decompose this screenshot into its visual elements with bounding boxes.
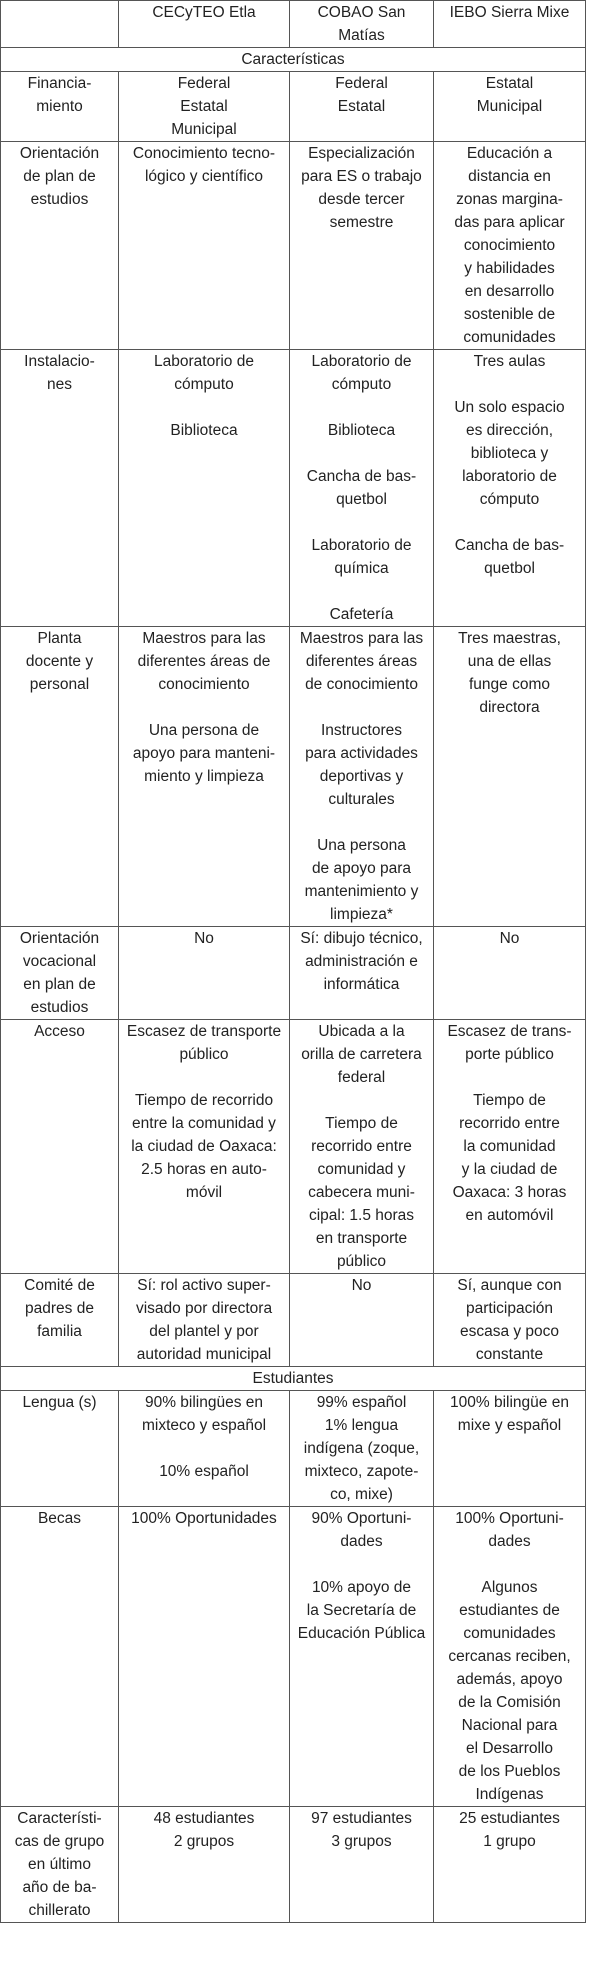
cell-paragraph: Escasez de trans- porte público [447, 1023, 572, 1063]
cell-iebo-sierra-mixe [434, 1274, 586, 1367]
cell-paragraph: Tiempo de recorrido entre la comunidad y la ciudad de Oaxaca: 3 horas en automóvil [452, 1092, 567, 1224]
cell-paragraph: Algunos estudiantes de comunidades cercanas reciben, además, apoyo de la Comisión Nacional para el Desarrollo de los Pueblos Indígenas [448, 1579, 571, 1803]
cell-paragraph: 97 estudiantes 3 grupos [311, 1810, 412, 1850]
cell-cecyteo-etla [119, 1807, 290, 1923]
cell-cecyteo-etla [119, 142, 290, 350]
row-label: Lengua (s) [1, 1391, 119, 1507]
cell-cecyteo-etla [119, 927, 290, 1020]
cell-cecyteo-etla [119, 1020, 290, 1274]
cell-cobao-san-matias [290, 1507, 434, 1807]
cell-paragraph: 10% apoyo de la Secretaría de Educación Pública [297, 1579, 426, 1642]
cell-paragraph: Cancha de bas- quetbol [306, 468, 417, 508]
cell-paragraph: Cafetería [329, 606, 394, 623]
cell-cobao-san-matias [290, 350, 434, 627]
cell-paragraph: Tres aulas [473, 353, 546, 370]
row-instalaciones [1, 350, 586, 627]
cell-cobao-san-matias [290, 1391, 434, 1507]
cell-paragraph: Especialización para ES o trabajo desde tercer semestre [301, 145, 422, 231]
cell-paragraph: 90% Oportuni- dades [311, 1510, 412, 1550]
cell-paragraph: Sí: dibujo técnico, administración e informática [300, 930, 423, 993]
row-comite-padres [1, 1274, 586, 1367]
cell-paragraph: 100% Oportunidades [131, 1510, 277, 1527]
section-row-estudiantes [1, 1367, 586, 1391]
header-iebo-sierra-mixe: IEBO Sierra Mixe [434, 1, 586, 48]
row-label: Planta docente y personal [1, 627, 119, 927]
cell-iebo-sierra-mixe [434, 1507, 586, 1807]
row-becas [1, 1507, 586, 1807]
row-label: Orientación vocacional en plan de estudios [1, 927, 119, 1020]
cell-paragraph: Escasez de transporte público [126, 1023, 282, 1063]
row-label: Orientación de plan de estudios [1, 142, 119, 350]
row-label: Característi- cas de grupo en último año de ba- chillerato [1, 1807, 119, 1923]
cell-cecyteo-etla [119, 72, 290, 142]
cell-paragraph: Un solo espacio es dirección, biblioteca y laboratorio de cómputo [454, 399, 565, 508]
row-label: Becas [1, 1507, 119, 1807]
cell-cobao-san-matias [290, 1274, 434, 1367]
cell-paragraph: Maestros para las diferentes áreas de conocimiento [299, 630, 424, 693]
header-cobao-san-matias: COBAO San Matías [290, 1, 434, 48]
row-orientacion-vocacional [1, 927, 586, 1020]
row-label: Instalacio- nes [1, 350, 119, 627]
cell-cobao-san-matias [290, 627, 434, 927]
cell-paragraph: Laboratorio de cómputo [311, 353, 412, 393]
header-row [1, 1, 586, 48]
row-planta-docente [1, 627, 586, 927]
cell-paragraph: Una persona de apoyo para manteni- miento y limpieza [132, 722, 276, 785]
row-lengua [1, 1391, 586, 1507]
cell-paragraph: 48 estudiantes 2 grupos [153, 1810, 255, 1850]
cell-iebo-sierra-mixe [434, 927, 586, 1020]
cell-cobao-san-matias [290, 1020, 434, 1274]
row-label: Acceso [1, 1020, 119, 1274]
cell-cobao-san-matias [290, 927, 434, 1020]
cell-iebo-sierra-mixe [434, 72, 586, 142]
row-label: Financia- miento [1, 72, 119, 142]
cell-paragraph: Instructores para actividades deportivas y culturales [305, 722, 418, 808]
cell-paragraph: Biblioteca [170, 422, 238, 439]
cell-cobao-san-matias [290, 72, 434, 142]
cell-paragraph: Tres maestras, una de ellas funge como directora [458, 630, 561, 716]
cell-cecyteo-etla [119, 627, 290, 927]
cell-paragraph: 90% bilingües en mixteco y español [141, 1394, 267, 1434]
row-financiamiento [1, 72, 586, 142]
cell-paragraph: Estatal Municipal [476, 75, 543, 115]
row-label: Comité de padres de familia [1, 1274, 119, 1367]
cell-iebo-sierra-mixe [434, 142, 586, 350]
cell-paragraph: Educación a distancia en zonas margina- das para aplicar conocimiento y habilidades en desarrollo sostenible de comunidades [454, 145, 565, 346]
cell-paragraph: Sí: rol activo super- visado por directora del plantel y por autoridad municipal [135, 1277, 273, 1363]
cell-paragraph: No [194, 930, 214, 947]
row-orientacion-plan [1, 142, 586, 350]
section-title-caracteristicas: Características [1, 48, 586, 72]
cell-paragraph: Tiempo de recorrido entre comunidad y cabecera muni- cipal: 1.5 horas en transporte público [308, 1115, 415, 1270]
cell-paragraph: Ubicada a la orilla de carretera federal [301, 1023, 422, 1086]
cell-paragraph: 99% español 1% lengua indígena (zoque, mixteco, zapote- co, mixe) [303, 1394, 420, 1503]
cell-paragraph: Sí, aunque con participación escasa y poco constante [457, 1277, 562, 1363]
cell-paragraph: Laboratorio de cómputo [154, 353, 254, 393]
cell-paragraph: Laboratorio de química [311, 537, 412, 577]
cell-paragraph: Una persona de apoyo para mantenimiento y limpieza* [304, 837, 419, 923]
cell-cecyteo-etla [119, 1507, 290, 1807]
row-acceso [1, 1020, 586, 1274]
header-blank-cell [1, 1, 119, 48]
cell-cobao-san-matias [290, 142, 434, 350]
section-title-estudiantes: Estudiantes [1, 1367, 586, 1391]
header-cecyteo-etla: CECyTEO Etla [119, 1, 290, 48]
cell-paragraph: Cancha de bas- quetbol [454, 537, 565, 577]
cell-paragraph: Biblioteca [327, 422, 396, 439]
cell-paragraph: 100% bilingüe en mixe y español [450, 1394, 569, 1434]
cell-cecyteo-etla [119, 350, 290, 627]
cell-paragraph: Maestros para las diferentes áreas de conocimiento [137, 630, 271, 693]
row-caracteristicas-grupo [1, 1807, 586, 1923]
cell-paragraph: Federal Estatal [335, 75, 388, 115]
cell-paragraph: Federal Estatal Municipal [171, 75, 237, 138]
cell-paragraph: No [499, 930, 520, 947]
cell-iebo-sierra-mixe [434, 350, 586, 627]
cell-paragraph: Conocimiento tecno- lógico y científico [132, 145, 276, 185]
cell-paragraph: No [351, 1277, 372, 1294]
cell-iebo-sierra-mixe [434, 1391, 586, 1507]
cell-iebo-sierra-mixe [434, 1020, 586, 1274]
cell-iebo-sierra-mixe [434, 627, 586, 927]
section-row-caracteristicas [1, 48, 586, 72]
cell-cecyteo-etla [119, 1391, 290, 1507]
cell-iebo-sierra-mixe [434, 1807, 586, 1923]
cell-cecyteo-etla [119, 1274, 290, 1367]
cell-paragraph: 25 estudiantes 1 grupo [459, 1810, 560, 1850]
cell-paragraph: 10% español [159, 1463, 249, 1480]
cell-paragraph: Tiempo de recorrido entre la comunidad y la ciudad de Oaxaca: 2.5 horas en auto- móvil [131, 1092, 277, 1201]
cell-paragraph: 100% Oportuni- dades [455, 1510, 564, 1550]
cell-cobao-san-matias [290, 1807, 434, 1923]
